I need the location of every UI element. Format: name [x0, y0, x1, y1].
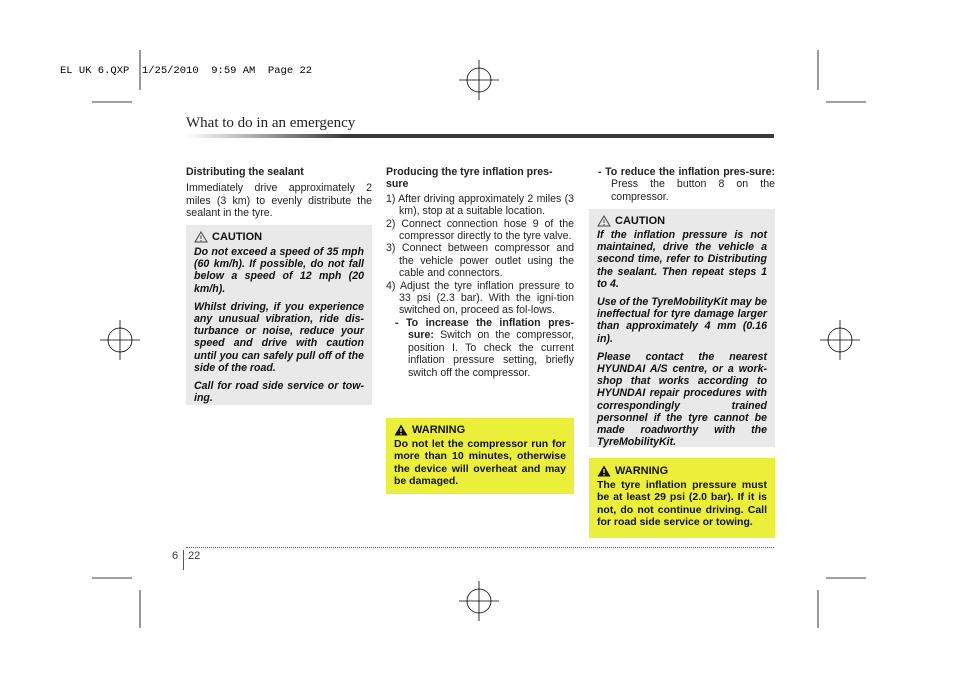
reduce-instruction	[589, 166, 775, 203]
caution-box-left	[186, 225, 372, 405]
producing-step-4: 4) Adjust the tyre inflation pressure to 33 psi (2.3 bar). With the igni-tion switched on, proceed as fol-lows.	[386, 279, 574, 317]
caution-triangle-icon	[597, 215, 611, 227]
producing-section	[386, 166, 574, 379]
reduce-section	[589, 166, 775, 203]
warning-title-text: WARNING	[615, 465, 669, 477]
producing-heading: Producing the tyre inflation pres-sure	[386, 166, 553, 191]
reduce-label: - To reduce the inflation pres-sure:	[598, 166, 775, 178]
caution-right-para-3: Please contact the nearest HYUNDAI A/S centre, or a work-shop that works according to HYUNDAI repair procedures with correspondingly trained personnel if the tyre cannot be made roadworthy with the TyreMobilityKit.	[597, 350, 767, 449]
chapter-number: 6	[172, 550, 179, 562]
distributing-section	[186, 166, 372, 220]
caution-left-para-2: Whilst driving, if you experience any unusual vibration, ride dis-turbance or noise, reduce your speed and drive with caution until you can safely pull off of the side of the road.	[194, 300, 364, 374]
header-rule-fade	[186, 134, 346, 138]
warning-title-middle	[394, 424, 566, 436]
caution-left-para-3: Call for road side service or tow-ing.	[194, 380, 364, 405]
caution-title-text: CAUTION	[212, 231, 263, 243]
increase-text: Switch on the compressor, position I. To check the current inflation pressure setting, briefly switch off the compressor.	[408, 329, 574, 379]
caution-triangle-icon	[194, 231, 208, 243]
footer-divider	[183, 550, 184, 570]
print-slug-line: EL UK 6.QXP 1/25/2010 9:59 AM Page 22	[60, 65, 313, 77]
page-number: 22	[188, 550, 201, 562]
caution-left-para-1: Do not exceed a speed of 35 mph (60 km/h). If possible, do not fall below a speed of 12 mph (20 km/h).	[194, 246, 364, 295]
increase-instruction	[386, 317, 574, 379]
distributing-body: Immediately drive approximately 2 miles (3 km) to evenly distribute the sealant in the tyre.	[186, 182, 372, 220]
producing-step-2: 2) Connect connection hose 9 of the compressor directly to the tyre valve.	[386, 217, 574, 243]
warning-triangle-icon	[394, 424, 408, 436]
caution-title-text: CAUTION	[615, 215, 666, 227]
increase-label: - To increase the inflation pres-sure:	[395, 316, 574, 342]
warning-right-body: The tyre inflation pressure must be at least 29 psi (2.0 bar). If it is not, do not continue driving. Call for road side service or towing.	[597, 479, 767, 529]
warning-box-right	[589, 458, 775, 538]
warning-middle-body: Do not let the compressor run for more than 10 minutes, otherwise the device will overheat and may be damaged.	[394, 438, 566, 488]
footer-rule	[186, 547, 774, 548]
warning-triangle-icon	[597, 465, 611, 477]
distributing-heading: Distributing the sealant	[186, 166, 304, 178]
caution-box-right	[589, 209, 775, 447]
warning-box-middle	[386, 418, 574, 494]
warning-title-right	[597, 465, 767, 477]
warning-title-text: WARNING	[412, 424, 466, 436]
producing-step-3: 3) Connect between compressor and the vehicle power outlet using the cable and connectors.	[386, 242, 574, 280]
caution-title-right	[597, 215, 767, 227]
caution-right-para-1: If the inflation pressure is not maintained, drive the vehicle a second time, refer to Distributing the sealant. Then repeat steps 1 to 4.	[597, 229, 767, 290]
caution-title-left	[194, 231, 364, 243]
reduce-text: Press the button 8 on the compressor.	[611, 178, 775, 203]
caution-right-para-2: Use of the TyreMobilityKit may be ineffectual for tyre damage larger than approximately 4 mm (0.16 in).	[597, 296, 767, 345]
section-title: What to do in an emergency	[186, 115, 356, 131]
producing-step-1: 1) After driving approximately 2 miles (3 km), stop at a suitable location.	[386, 192, 574, 218]
